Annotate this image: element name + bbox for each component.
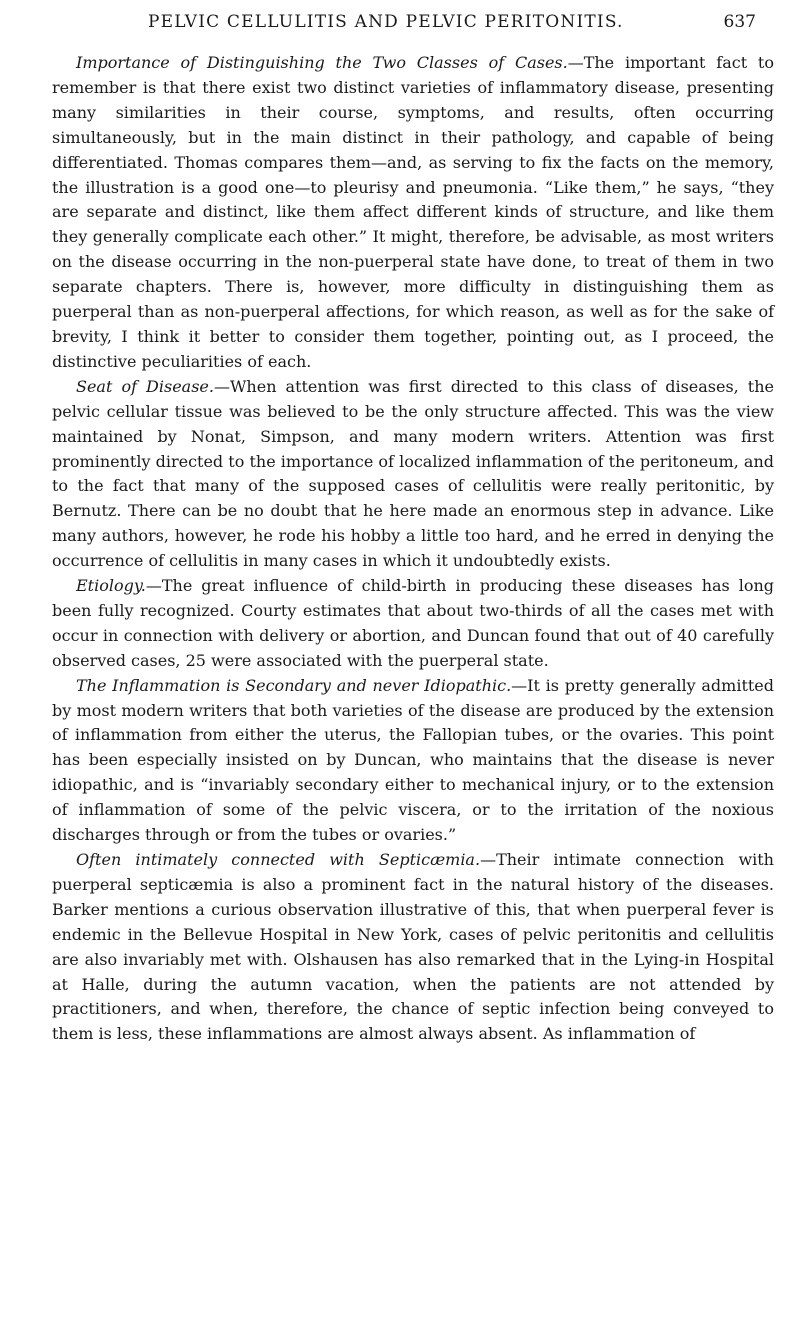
paragraph-heading: Seat of Disease. (76, 376, 214, 396)
paragraph (52, 375, 774, 574)
paragraph-text: —The important fact to remember is that there exist two distinct varieties of inflammatory disease, presenting many similarities in their course, symptoms, and results, often occurring simultaneously, but in the main distinct in their pathology, and capable of being differentiated. Thomas compares them—and, as serving to fix the facts on the memory, the illustration is a good one—to pleurisy and pneumonia. “Like them,” he says, “they are separate and distinct, like them affect different kinds of structure, and like them they generally complicate each other.” It might, therefore, be advisable, as most writers on the disease occurring in the non-puerperal state have done, to treat of them in two separate chapters. There is, however, more difficulty in distinguishing them as puerperal than as non-puerperal affections, for which reason, as well as for the sake of brevity, I think it better to consider them together, pointing out, as I proceed, the distinctive peculiarities of each. (52, 53, 774, 371)
body-text (52, 51, 774, 1047)
paragraph-heading: Importance of Distinguishing the Two Classes of Cases. (76, 53, 568, 72)
paragraph-text: —It is pretty generally admitted by most modern writers that both varieties of the disease are produced by the extension of inflammation from either the uterus, the Fallopian tubes, or the ovaries. This point has been especially insisted on by Duncan, who maintains that the disease is never idiopathic, and is “invariably secondary either to mechanical injury, or to the extension of inflammation of some of the pelvic viscera, or to the irritation of the noxious discharges through or from the tubes or ovaries.” (52, 675, 775, 845)
running-head (0, 12, 800, 36)
paragraph-text: —The great influence of child-birth in producing these diseases has long been fully recognized. Courty estimates that about two-thirds of all the cases met with occur in connection with delivery or abortion, and Duncan found that out of 40 carefully observed cases, 25 were associated with the puerperal state. (52, 576, 774, 670)
paragraph (52, 51, 774, 375)
paragraph-text: —Their intimate connection with puerperal septicæmia is also a prominent fact in the natural history of the diseases. Barker mentions a curious observation illustrative of this, that when puerperal fever is endemic in the Bellevue Hospital in New York, cases of pelvic peritonitis and cellulitis are also invariably met with. Olshausen has also remarked that in the Lying-in Hospital at Halle, during the autumn vacation, when the patients are not attended by practitioners, and when, therefore, the chance of septic infection being conveyed to them is less, these inflammations are almost always absent. As inflammation of (52, 850, 774, 1044)
paragraph (52, 848, 774, 1047)
running-title: PELVIC CELLULITIS AND PELVIC PERITONITIS. (148, 12, 624, 32)
paragraph (52, 674, 774, 848)
paragraph-heading: Often intimately connected with Septicæmia. (76, 850, 481, 869)
paragraph-text: —When attention was first directed to this class of diseases, the pelvic cellular tissue was believed to be the only structure affected. This was the view maintained by Nonat, Simpson, and many modern writers. Attention was first prominently directed to the importance of localized inflammation of the peritoneum, and to the fact that many of the supposed cases of cellulitis were really peritonitic, by Bernutz. There can be no doubt that he here made an enormous step in advance. Like many authors, however, he rode his hobby a little too hard, and he erred in denying the occurrence of cellulitis in many cases in which it undoubtedly exists. (52, 376, 774, 571)
paragraph-heading: The Inflammation is Secondary and never Idiopathic. (76, 675, 512, 695)
page-number: 637 (723, 12, 756, 32)
paragraph-heading: Etiology. (76, 576, 146, 596)
paragraph (52, 574, 774, 674)
